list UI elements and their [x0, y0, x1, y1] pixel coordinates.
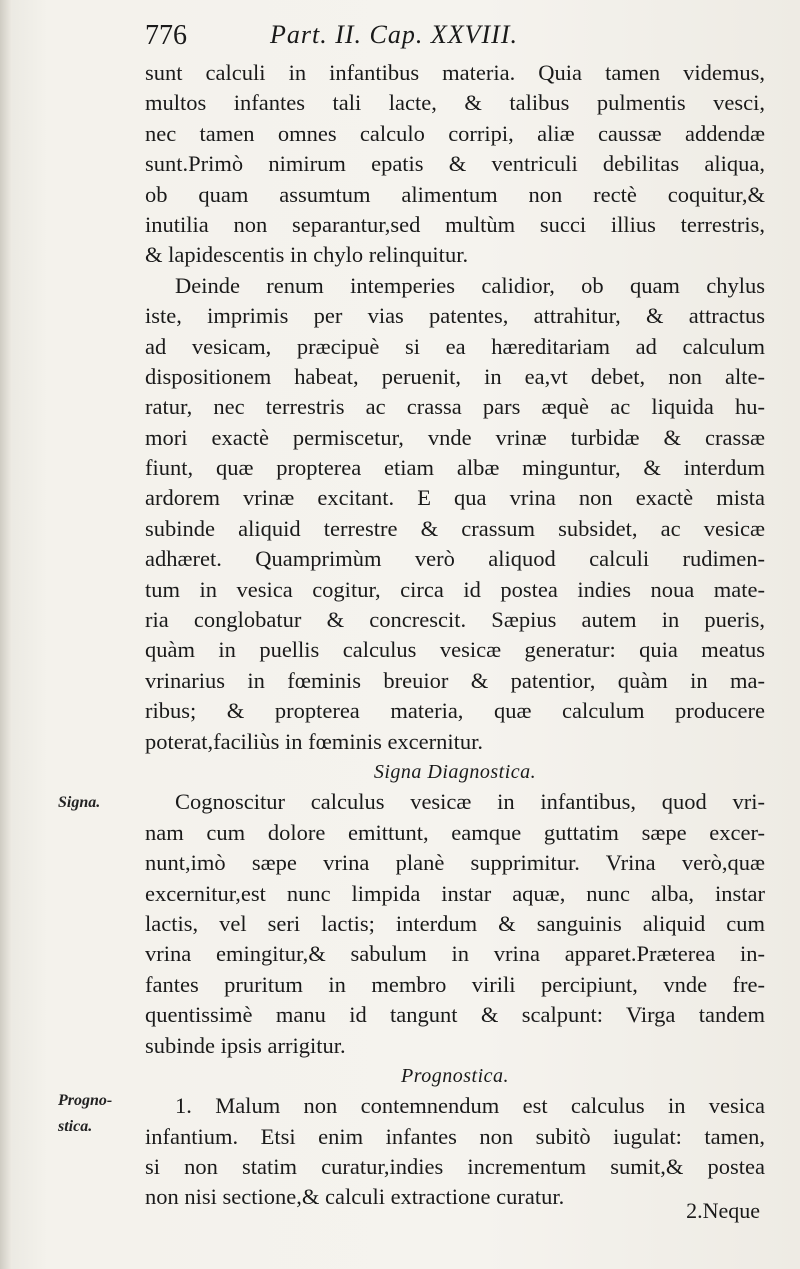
text-line: 1. Malum non contemnendum est calculus in vesica — [175, 1093, 765, 1119]
text-line: tum in vesica cogitur, circa id postea indies noua mate- — [145, 576, 765, 602]
text-line: Deinde renum intemperies calidior, ob quam chylus — [175, 272, 765, 298]
text-line: vrinarius in fœminis breuior & patentior, quàm in ma- — [145, 667, 765, 693]
text-line: fantes pruritum in membro virili percipiunt, vnde fre- — [145, 971, 765, 997]
text-line: Cognoscitur calculus vesicæ in infantibus, quod vri- — [175, 789, 765, 815]
text-line: ratur, nec terrestris ac crassa pars æquè ac liquida hu- — [145, 394, 765, 420]
text-line: sunt calculi in infantibus materia. Quia tamen videmus, — [145, 60, 765, 85]
text-line: inutilia non separantur,sed multùm succi illius terrestris, — [145, 211, 765, 237]
text-line: ad vesicam, præcipuè si ea hæreditariam ad calculum — [145, 333, 765, 359]
text-line: subinde aliquid terrestre & crassum subsidet, ac vesicæ — [145, 515, 765, 541]
text-line: & lapidescentis in chylo relinquitur. — [145, 242, 469, 268]
text-line: nunt,imò sæpe vrina planè supprimitur. Vrina verò,quæ — [145, 850, 765, 876]
paragraph-4 — [145, 1091, 765, 1213]
text-line: subinde ipsis arrigitur. — [145, 1032, 346, 1058]
text-line: si non statim curatur,indies incrementum sumit,& postea — [145, 1154, 765, 1180]
text-line: excernitur,est nunc limpida instar aquæ, nunc alba, instar — [145, 880, 765, 906]
main-text — [145, 58, 765, 1213]
page-edge-shadow — [0, 0, 12, 1269]
text-line: quentissimè manu id tangunt & scalpunt: Virga tandem — [145, 1002, 765, 1028]
text-line: infantium. Etsi enim infantes non subitò iugulat: tamen, — [145, 1123, 765, 1149]
text-line: sunt.Primò nimirum epatis & ventriculi debilitas aliqua, — [145, 151, 765, 177]
paragraph-2 — [145, 271, 765, 757]
text-line: iste, imprimis per vias patentes, attrahitur, & attractus — [145, 303, 765, 329]
catchword: 2.Neque — [686, 1198, 760, 1223]
text-line: vrina emingitur,& sabulum in vrina apparet.Præterea in- — [145, 941, 765, 967]
page-number: 776 — [145, 20, 187, 51]
text-line: ob quam assumtum alimentum non rectè coquitur,& — [145, 181, 765, 207]
running-title: Part. II. Cap. XXVIII. — [270, 20, 519, 49]
text-line: adhæret. Quamprimùm verò aliquod calculi rudimen- — [145, 546, 765, 572]
paragraph-3 — [145, 787, 765, 1061]
margin-note-prognostica-2: stica. — [58, 1118, 93, 1135]
text-line: non nisi sectione,& calculi extractione curatur. — [145, 1184, 565, 1210]
text-line: multos infantes tali lacte, & talibus pulmentis vesci, — [145, 90, 765, 116]
margin-note-signa: Signa. — [58, 794, 101, 811]
text-line: quàm in puellis calculus vesicæ generatur: quia meatus — [145, 637, 765, 663]
text-line: ribus; & propterea materia, quæ calculum producere — [145, 698, 765, 724]
text-line: ria conglobatur & concrescit. Sæpius autem in pueris, — [145, 607, 765, 633]
text-line: nec tamen omnes calculo corripi, aliæ caussæ addendæ — [145, 120, 765, 146]
text-line: poterat,faciliùs in fœminis excernitur. — [145, 728, 484, 754]
text-line: lactis, vel seri lactis; interdum & sanguinis aliquid cum — [145, 910, 765, 936]
section-heading-diagnostica: Signa Diagnostica. — [373, 760, 537, 783]
text-line: ardorem vrinæ excitant. E qua vrina non exactè mista — [145, 485, 765, 511]
paragraph-1 — [145, 58, 765, 271]
section-heading-prognostica: Prognostica. — [400, 1064, 510, 1087]
text-line: dispositionem habeat, peruenit, in ea,vt debet, non alte- — [145, 363, 765, 389]
page-header — [145, 20, 775, 60]
margin-note-prognostica-1: Progno- — [58, 1092, 113, 1109]
text-line: fiunt, quæ propterea etiam albæ minguntur, & interdum — [145, 455, 765, 481]
text-line: nam cum dolore emittunt, eamque guttatim sæpe excer- — [145, 819, 765, 845]
text-line: mori exactè permiscetur, vnde vrinæ turbidæ & crassæ — [145, 424, 765, 450]
